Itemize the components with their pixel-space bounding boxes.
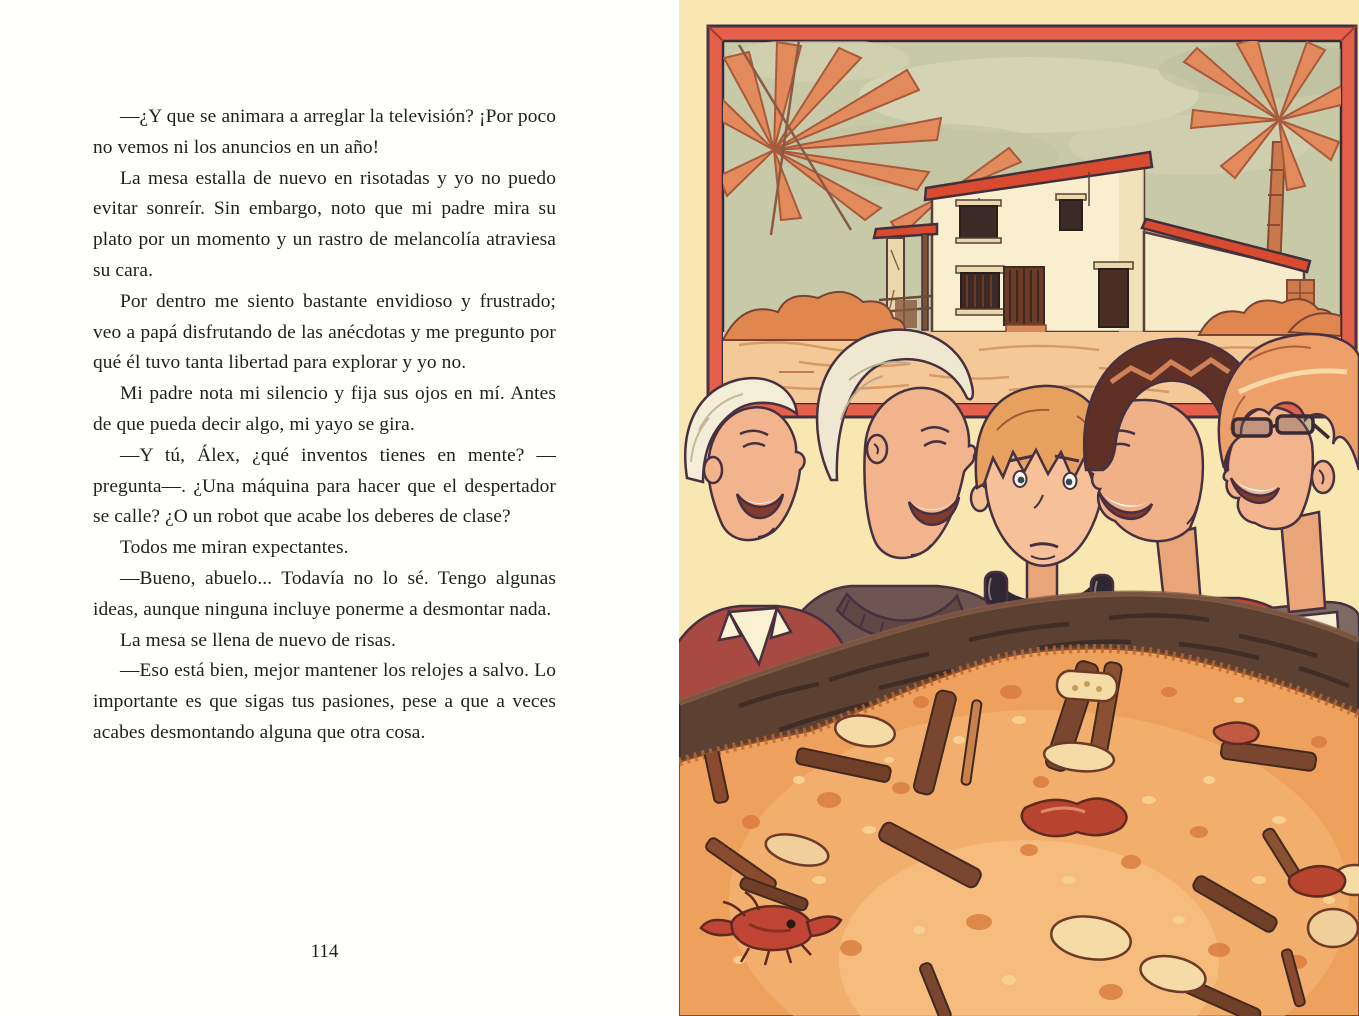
paragraph: —Bueno, abuelo... Todavía no lo sé. Tengo algunas ideas, aunque ninguna incluye ponerme a desmontar nada. <box>93 567 556 620</box>
paragraph: Mi padre nota mi silencio y fija sus ojos en mí. Antes de que pueda decir algo, mi yayo se gira. <box>93 383 556 435</box>
paragraph: Por dentro me siento bastante envidioso y frustrado; veo a papá disfrutando de las anécdotas y me pregunto por qué él tuvo tanta libertad para explorar y yo no. <box>93 290 556 374</box>
paragraph: La mesa estalla de nuevo en risotadas y yo no puedo evitar sonreír. Sin embargo, noto que mi padre mira su plato por un momento y un rastro de melancolía atraviesa su cara. <box>93 167 556 281</box>
paragraph: —Eso está bien, mejor mantener los relojes a salvo. Lo importante es que sigas tus pasiones, pese a que a veces acabes desmontando alguna que otra cosa. <box>93 660 556 743</box>
paragraph: Todos me miran expectantes. <box>120 537 349 559</box>
left-page <box>0 0 679 1016</box>
paragraph: —¿Y que se animara a arreglar la televisión? ¡Por poco no vemos ni los anuncios en un año! <box>93 106 556 158</box>
illustration <box>679 0 1359 1016</box>
body-text <box>93 102 556 749</box>
paragraph: La mesa se llena de nuevo de risas. <box>120 629 396 651</box>
page-number: 114 <box>310 941 339 962</box>
paragraph: —Y tú, Álex, ¿qué inventos tienes en mente? —pregunta—. ¿Una máquina para hacer que el despertador se calle? ¿O un robot que acabe los deberes de clase? <box>93 444 556 528</box>
ear <box>704 457 722 483</box>
right-page <box>679 0 1359 1016</box>
